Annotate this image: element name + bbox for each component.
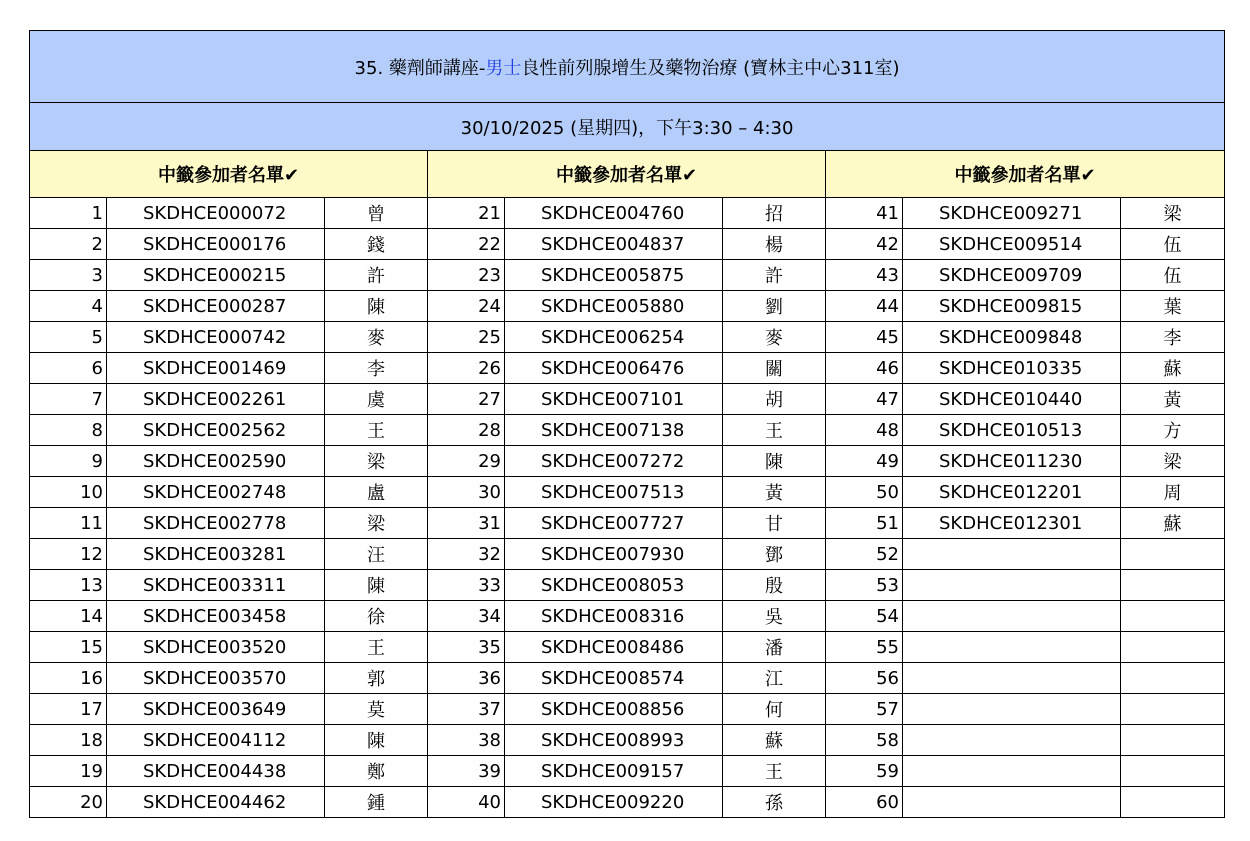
entry-code: SKDHCE002261 bbox=[107, 384, 325, 415]
title-highlight: 男士 bbox=[485, 57, 522, 79]
entry-code: SKDHCE003458 bbox=[107, 601, 325, 632]
entry-code bbox=[903, 694, 1121, 725]
entry-code: SKDHCE009271 bbox=[903, 198, 1121, 229]
entry-number: 58 bbox=[826, 725, 903, 756]
entry-surname bbox=[1121, 663, 1225, 694]
table-row bbox=[30, 508, 1225, 539]
entry-surname: 潘 bbox=[723, 632, 826, 663]
entry-number: 14 bbox=[30, 601, 107, 632]
entry-number: 60 bbox=[826, 787, 903, 818]
entry-code: SKDHCE008993 bbox=[505, 725, 723, 756]
entry-surname: 殷 bbox=[723, 570, 826, 601]
entry-surname: 麥 bbox=[723, 322, 826, 353]
entry-code: SKDHCE010440 bbox=[903, 384, 1121, 415]
entry-surname: 郭 bbox=[325, 663, 428, 694]
entry-code: SKDHCE000072 bbox=[107, 198, 325, 229]
entry-number: 16 bbox=[30, 663, 107, 694]
entry-surname: 許 bbox=[325, 260, 428, 291]
entry-number: 48 bbox=[826, 415, 903, 446]
entry-number: 31 bbox=[428, 508, 505, 539]
entry-code: SKDHCE012201 bbox=[903, 477, 1121, 508]
entry-number: 49 bbox=[826, 446, 903, 477]
entry-surname bbox=[1121, 694, 1225, 725]
entry-code: SKDHCE008574 bbox=[505, 663, 723, 694]
entry-number: 32 bbox=[428, 539, 505, 570]
entry-surname: 黃 bbox=[723, 477, 826, 508]
entry-surname: 方 bbox=[1121, 415, 1225, 446]
entry-number: 6 bbox=[30, 353, 107, 384]
entry-number: 41 bbox=[826, 198, 903, 229]
entry-surname: 甘 bbox=[723, 508, 826, 539]
entry-code: SKDHCE002778 bbox=[107, 508, 325, 539]
entry-code bbox=[903, 601, 1121, 632]
entry-number: 34 bbox=[428, 601, 505, 632]
entry-number: 13 bbox=[30, 570, 107, 601]
entry-number: 40 bbox=[428, 787, 505, 818]
entry-code: SKDHCE006476 bbox=[505, 353, 723, 384]
entry-surname: 伍 bbox=[1121, 260, 1225, 291]
entry-surname: 何 bbox=[723, 694, 826, 725]
entry-code: SKDHCE003570 bbox=[107, 663, 325, 694]
entry-number: 45 bbox=[826, 322, 903, 353]
entry-number: 15 bbox=[30, 632, 107, 663]
title-prefix: 35. 藥劑師講座- bbox=[354, 57, 486, 79]
entry-number: 11 bbox=[30, 508, 107, 539]
entry-surname bbox=[1121, 787, 1225, 818]
entry-surname: 周 bbox=[1121, 477, 1225, 508]
entry-surname: 王 bbox=[723, 756, 826, 787]
entry-number: 56 bbox=[826, 663, 903, 694]
entry-surname: 梁 bbox=[1121, 198, 1225, 229]
entry-code bbox=[903, 756, 1121, 787]
table-row bbox=[30, 663, 1225, 694]
entry-surname: 楊 bbox=[723, 229, 826, 260]
entry-code: SKDHCE005880 bbox=[505, 291, 723, 322]
entry-surname bbox=[1121, 601, 1225, 632]
entry-surname: 虞 bbox=[325, 384, 428, 415]
entry-surname: 鄭 bbox=[325, 756, 428, 787]
entry-code: SKDHCE008856 bbox=[505, 694, 723, 725]
entry-surname: 劉 bbox=[723, 291, 826, 322]
entry-surname: 王 bbox=[325, 632, 428, 663]
entry-code: SKDHCE004837 bbox=[505, 229, 723, 260]
entry-code: SKDHCE003520 bbox=[107, 632, 325, 663]
entry-surname: 葉 bbox=[1121, 291, 1225, 322]
entry-number: 4 bbox=[30, 291, 107, 322]
entry-number: 17 bbox=[30, 694, 107, 725]
entry-surname: 黃 bbox=[1121, 384, 1225, 415]
entry-number: 3 bbox=[30, 260, 107, 291]
entry-number: 42 bbox=[826, 229, 903, 260]
section-heading-2: 中籤參加者名單✔ bbox=[428, 151, 826, 198]
table-row bbox=[30, 291, 1225, 322]
entry-code: SKDHCE004438 bbox=[107, 756, 325, 787]
entry-code bbox=[903, 570, 1121, 601]
entry-code: SKDHCE011230 bbox=[903, 446, 1121, 477]
entry-number: 20 bbox=[30, 787, 107, 818]
entry-surname: 梁 bbox=[1121, 446, 1225, 477]
entry-number: 47 bbox=[826, 384, 903, 415]
entry-surname: 錢 bbox=[325, 229, 428, 260]
entry-code: SKDHCE010335 bbox=[903, 353, 1121, 384]
entry-number: 53 bbox=[826, 570, 903, 601]
entry-number: 10 bbox=[30, 477, 107, 508]
entry-code: SKDHCE004760 bbox=[505, 198, 723, 229]
entry-surname: 盧 bbox=[325, 477, 428, 508]
entry-number: 9 bbox=[30, 446, 107, 477]
entry-code: SKDHCE009709 bbox=[903, 260, 1121, 291]
entry-number: 12 bbox=[30, 539, 107, 570]
page-title bbox=[30, 31, 1225, 103]
entry-code: SKDHCE009815 bbox=[903, 291, 1121, 322]
entry-surname: 江 bbox=[723, 663, 826, 694]
entry-number: 19 bbox=[30, 756, 107, 787]
entry-code: SKDHCE000215 bbox=[107, 260, 325, 291]
entry-code bbox=[903, 632, 1121, 663]
entry-surname: 汪 bbox=[325, 539, 428, 570]
entry-surname: 曾 bbox=[325, 198, 428, 229]
entry-surname: 蘇 bbox=[1121, 508, 1225, 539]
entry-surname: 蘇 bbox=[1121, 353, 1225, 384]
table-row bbox=[30, 570, 1225, 601]
entry-number: 59 bbox=[826, 756, 903, 787]
entry-number: 1 bbox=[30, 198, 107, 229]
entry-number: 57 bbox=[826, 694, 903, 725]
participant-list-sheet bbox=[29, 30, 1224, 818]
entry-number: 21 bbox=[428, 198, 505, 229]
entry-code: SKDHCE003311 bbox=[107, 570, 325, 601]
entry-code: SKDHCE007272 bbox=[505, 446, 723, 477]
entry-code: SKDHCE009848 bbox=[903, 322, 1121, 353]
table-row bbox=[30, 477, 1225, 508]
entry-number: 28 bbox=[428, 415, 505, 446]
section-heading-1: 中籤參加者名單✔ bbox=[30, 151, 428, 198]
entry-number: 5 bbox=[30, 322, 107, 353]
entry-code: SKDHCE009514 bbox=[903, 229, 1121, 260]
entry-number: 33 bbox=[428, 570, 505, 601]
entry-code: SKDHCE007138 bbox=[505, 415, 723, 446]
entry-surname bbox=[1121, 725, 1225, 756]
entry-number: 35 bbox=[428, 632, 505, 663]
title-row bbox=[30, 31, 1225, 103]
entry-surname bbox=[1121, 756, 1225, 787]
entry-number: 27 bbox=[428, 384, 505, 415]
entry-code: SKDHCE004112 bbox=[107, 725, 325, 756]
entry-surname: 莫 bbox=[325, 694, 428, 725]
entry-surname bbox=[1121, 539, 1225, 570]
table-row bbox=[30, 539, 1225, 570]
entry-code: SKDHCE000176 bbox=[107, 229, 325, 260]
entry-surname: 梁 bbox=[325, 508, 428, 539]
entry-code: SKDHCE009220 bbox=[505, 787, 723, 818]
entry-number: 18 bbox=[30, 725, 107, 756]
entry-number: 25 bbox=[428, 322, 505, 353]
entry-code: SKDHCE006254 bbox=[505, 322, 723, 353]
entry-surname: 蘇 bbox=[723, 725, 826, 756]
entry-surname: 伍 bbox=[1121, 229, 1225, 260]
entry-number: 51 bbox=[826, 508, 903, 539]
event-date: 30/10/2025 (星期四)，下午3:30 – 4:30 bbox=[30, 103, 1225, 151]
entry-number: 55 bbox=[826, 632, 903, 663]
entry-number: 54 bbox=[826, 601, 903, 632]
entry-surname: 王 bbox=[325, 415, 428, 446]
entry-surname: 李 bbox=[1121, 322, 1225, 353]
entry-number: 50 bbox=[826, 477, 903, 508]
entry-number: 44 bbox=[826, 291, 903, 322]
date-row bbox=[30, 103, 1225, 151]
entry-number: 23 bbox=[428, 260, 505, 291]
entry-number: 8 bbox=[30, 415, 107, 446]
entry-surname: 陳 bbox=[325, 570, 428, 601]
table-row bbox=[30, 756, 1225, 787]
table-row bbox=[30, 353, 1225, 384]
table-row bbox=[30, 446, 1225, 477]
entry-code: SKDHCE000742 bbox=[107, 322, 325, 353]
entry-number: 2 bbox=[30, 229, 107, 260]
entry-code: SKDHCE005875 bbox=[505, 260, 723, 291]
entry-code: SKDHCE007101 bbox=[505, 384, 723, 415]
table-row bbox=[30, 229, 1225, 260]
entry-number: 26 bbox=[428, 353, 505, 384]
table-row bbox=[30, 384, 1225, 415]
entry-number: 46 bbox=[826, 353, 903, 384]
entry-code: SKDHCE007930 bbox=[505, 539, 723, 570]
entry-code bbox=[903, 787, 1121, 818]
section-header-row bbox=[30, 151, 1225, 198]
entry-surname: 陳 bbox=[325, 291, 428, 322]
table-row bbox=[30, 787, 1225, 818]
entry-number: 24 bbox=[428, 291, 505, 322]
entry-number: 7 bbox=[30, 384, 107, 415]
entry-code: SKDHCE000287 bbox=[107, 291, 325, 322]
entry-number: 38 bbox=[428, 725, 505, 756]
table-row bbox=[30, 601, 1225, 632]
entry-code: SKDHCE002590 bbox=[107, 446, 325, 477]
entry-number: 29 bbox=[428, 446, 505, 477]
entry-code bbox=[903, 663, 1121, 694]
entry-surname: 鍾 bbox=[325, 787, 428, 818]
entry-surname: 吳 bbox=[723, 601, 826, 632]
section-heading-3: 中籤參加者名單✔ bbox=[826, 151, 1225, 198]
entry-number: 39 bbox=[428, 756, 505, 787]
entry-number: 30 bbox=[428, 477, 505, 508]
entry-code: SKDHCE007727 bbox=[505, 508, 723, 539]
entry-code: SKDHCE002562 bbox=[107, 415, 325, 446]
entry-surname: 徐 bbox=[325, 601, 428, 632]
participant-table-body bbox=[30, 31, 1225, 818]
table-row bbox=[30, 322, 1225, 353]
entry-code: SKDHCE008316 bbox=[505, 601, 723, 632]
entry-number: 37 bbox=[428, 694, 505, 725]
entry-surname: 關 bbox=[723, 353, 826, 384]
entry-code bbox=[903, 539, 1121, 570]
entry-surname bbox=[1121, 570, 1225, 601]
entry-surname: 麥 bbox=[325, 322, 428, 353]
entry-surname: 許 bbox=[723, 260, 826, 291]
entry-surname: 梁 bbox=[325, 446, 428, 477]
entry-number: 43 bbox=[826, 260, 903, 291]
table-row bbox=[30, 694, 1225, 725]
entry-code: SKDHCE002748 bbox=[107, 477, 325, 508]
entry-code bbox=[903, 725, 1121, 756]
entry-surname: 孫 bbox=[723, 787, 826, 818]
entry-surname: 陳 bbox=[723, 446, 826, 477]
entry-surname: 王 bbox=[723, 415, 826, 446]
entry-surname bbox=[1121, 632, 1225, 663]
entry-code: SKDHCE007513 bbox=[505, 477, 723, 508]
participant-table bbox=[29, 30, 1225, 818]
entry-code: SKDHCE003649 bbox=[107, 694, 325, 725]
entry-number: 22 bbox=[428, 229, 505, 260]
entry-surname: 李 bbox=[325, 353, 428, 384]
entry-code: SKDHCE010513 bbox=[903, 415, 1121, 446]
entry-number: 36 bbox=[428, 663, 505, 694]
entry-surname: 陳 bbox=[325, 725, 428, 756]
entry-surname: 胡 bbox=[723, 384, 826, 415]
entry-code: SKDHCE012301 bbox=[903, 508, 1121, 539]
entry-code: SKDHCE003281 bbox=[107, 539, 325, 570]
entry-code: SKDHCE008486 bbox=[505, 632, 723, 663]
entry-code: SKDHCE004462 bbox=[107, 787, 325, 818]
table-row bbox=[30, 415, 1225, 446]
entry-code: SKDHCE009157 bbox=[505, 756, 723, 787]
entry-code: SKDHCE001469 bbox=[107, 353, 325, 384]
entry-code: SKDHCE008053 bbox=[505, 570, 723, 601]
table-row bbox=[30, 260, 1225, 291]
entry-surname: 招 bbox=[723, 198, 826, 229]
title-suffix: 良性前列腺增生及藥物治療 (寶林主中心311室) bbox=[521, 57, 900, 79]
table-row bbox=[30, 632, 1225, 663]
entry-number: 52 bbox=[826, 539, 903, 570]
table-row bbox=[30, 725, 1225, 756]
entry-surname: 鄧 bbox=[723, 539, 826, 570]
table-row bbox=[30, 198, 1225, 229]
